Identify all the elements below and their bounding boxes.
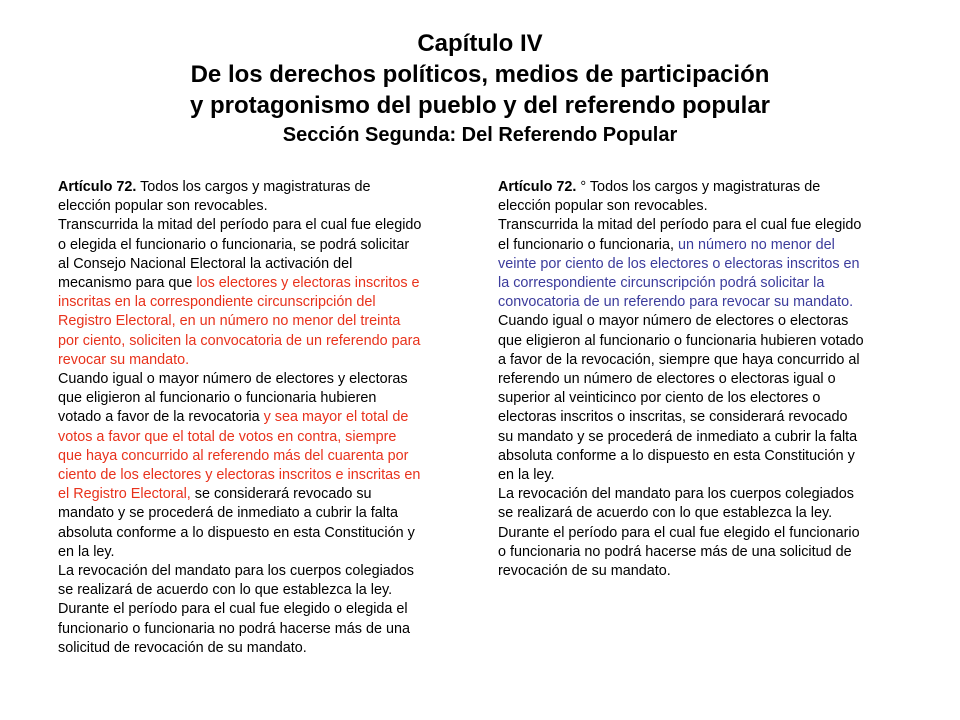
article-line: se realizará de acuerdo con lo que establezca la ley. <box>498 505 833 522</box>
article-line: Cuando igual o mayor número de electores y electoras <box>58 371 408 388</box>
article-line: La revocación del mandato para los cuerpos colegiados <box>58 563 414 580</box>
article-label: Artículo 72. <box>58 179 137 195</box>
highlighted-line: por ciento, soliciten la convocatoria de un referendo para <box>58 332 421 349</box>
article-line: funcionario o funcionaria no podrá hacerse más de una <box>58 620 411 637</box>
article-line: se realizará de acuerdo con lo que establezca la ley. <box>58 582 393 599</box>
article-line: el funcionario o funcionaria, un número no menor del <box>498 236 835 253</box>
article-line: Artículo 72. ° Todos los cargos y magistraturas de <box>498 179 821 195</box>
article-line: mecanismo para que los electores y electoras inscritos e <box>58 275 420 292</box>
highlighted-line: ciento de los electores y electoras inscritos e inscritas en <box>58 467 421 484</box>
article-line: revocación de su mandato. <box>498 563 671 580</box>
article-line: en la ley. <box>58 543 115 560</box>
highlighted-line: la correspondiente circunscripción podrá solicitar la <box>498 275 825 292</box>
highlighted-line: revocar su mandato. <box>58 351 190 368</box>
article-line: o elegida el funcionario o funcionaria, se podrá solicitar <box>58 236 410 253</box>
highlighted-line: votos a favor que el total de votos en contra, siempre <box>58 428 397 445</box>
article-line: absoluta conforme a lo dispuesto en esta Constitución y <box>498 447 855 464</box>
article-line: Artículo 72. Todos los cargos y magistraturas de <box>58 179 371 195</box>
highlighted-line: que haya concurrido al referendo más del cuarenta por <box>58 447 409 464</box>
article-line: absoluta conforme a lo dispuesto en esta Constitución y <box>58 524 415 541</box>
article-line: electoras inscritos o inscritas, se considerará revocado <box>498 409 848 426</box>
article-line: su mandato y se procederá de inmediato a cubrir la falta <box>498 428 858 445</box>
article-line: a favor de la revocación, siempre que haya concurrido al <box>498 351 860 368</box>
highlighted-line: Registro Electoral, en un número no menor del treinta <box>58 313 401 330</box>
article-line: referendo un número de electores o electoras igual o <box>498 371 836 388</box>
article-line: elección popular son revocables. <box>58 198 268 215</box>
title-line-2: y protagonismo del pueblo y del referendo popular <box>189 92 771 119</box>
article-line: superior al veinticinco por ciento de los electores o <box>498 390 821 407</box>
article-line: mandato y se procederá de inmediato a cubrir la falta <box>58 505 398 522</box>
article-line: que eligieron al funcionario o funcionaria hubieren votado <box>498 332 864 349</box>
article-line: Durante el período para el cual fue elegido el funcionario <box>498 524 860 541</box>
article-line: La revocación del mandato para los cuerpos colegiados <box>498 486 854 503</box>
article-line: el Registro Electoral, se considerará revocado su <box>58 486 372 503</box>
highlighted-text: y sea mayor el total de <box>263 409 409 426</box>
article-line: Cuando igual o mayor número de electores o electoras <box>498 313 849 330</box>
article-line: elección popular son revocables. <box>498 198 708 215</box>
highlighted-text: un número no menor del <box>678 236 835 253</box>
article-line: o funcionaria no podrá hacerse más de una solicitud de <box>498 543 852 560</box>
article-line: solicitud de revocación de su mandato. <box>58 639 307 656</box>
highlighted-text: los electores y electoras inscritos e <box>196 275 420 292</box>
left-article-column <box>58 178 473 658</box>
chapter-title: Capítulo IV <box>417 30 543 57</box>
article-line: que eligieron al funcionario o funcionaria hubieren <box>58 390 377 407</box>
highlighted-text: el Registro Electoral, <box>58 486 191 503</box>
article-line: al Consejo Nacional Electoral la activación del <box>58 255 353 272</box>
title-line-1: De los derechos políticos, medios de participación <box>190 61 770 88</box>
page-header <box>0 28 960 149</box>
highlighted-line: inscritas en la correspondiente circunscripción del <box>58 294 376 311</box>
article-line: Transcurrida la mitad del período para el cual fue elegido <box>58 217 422 234</box>
article-label: Artículo 72. <box>498 179 577 195</box>
right-article-column <box>498 178 913 581</box>
article-line: votado a favor de la revocatoria y sea mayor el total de <box>58 409 409 426</box>
article-line: Durante el período para el cual fue elegido o elegida el <box>58 601 408 618</box>
highlighted-line: veinte por ciento de los electores o electoras inscritos en <box>498 255 860 272</box>
article-line: Transcurrida la mitad del período para el cual fue elegido <box>498 217 862 234</box>
article-line: en la ley. <box>498 467 555 484</box>
highlighted-line: convocatoria de un referendo para revocar su mandato. <box>498 294 854 311</box>
section-title: Sección Segunda: Del Referendo Popular <box>282 124 678 146</box>
